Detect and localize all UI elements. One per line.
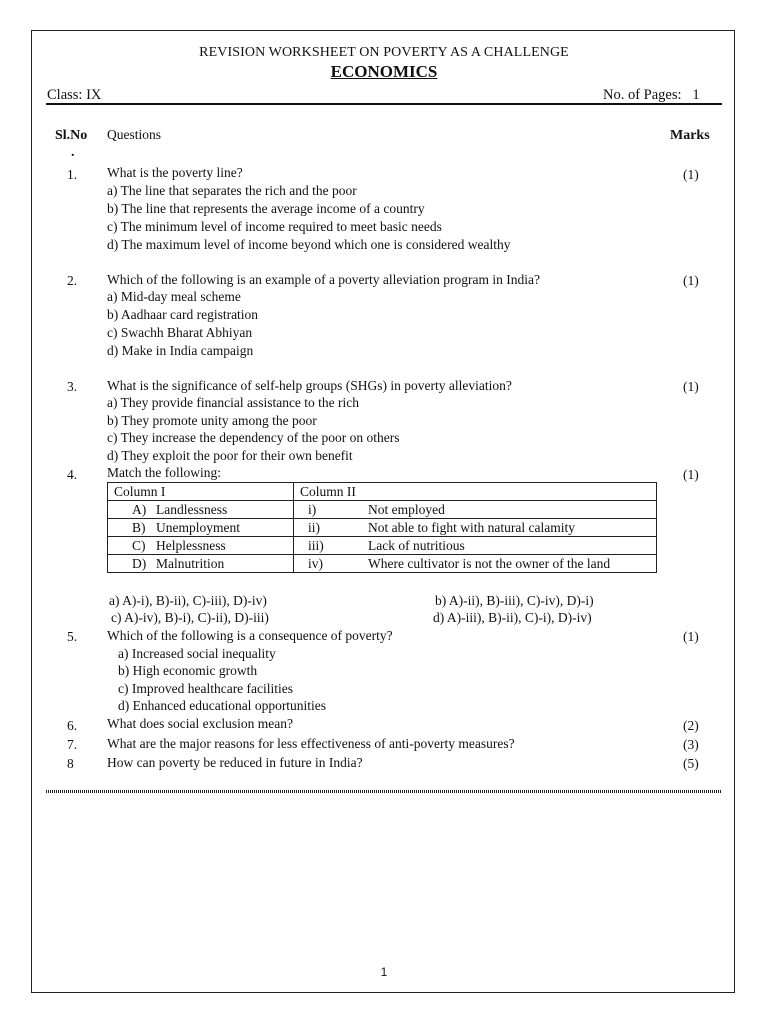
option: c) A)-iv), B)-i), C)-ii), D)-iii)	[111, 610, 269, 625]
question-number: 5.	[67, 629, 78, 644]
option: b) High economic growth	[118, 663, 258, 678]
item-text: Lack of nutritious	[368, 538, 465, 553]
item-letter: C)	[132, 538, 146, 553]
item-roman: iv)	[308, 556, 323, 571]
option: a) Mid-day meal scheme	[107, 289, 241, 304]
class-label: Class: IX	[47, 87, 102, 103]
question-marks: (1)	[683, 379, 699, 394]
item-roman: iii)	[308, 538, 324, 553]
option: d) They exploit the poor for their own benefit	[107, 448, 353, 463]
match-table-row	[108, 537, 657, 555]
option: d) The maximum level of income beyond which one is considered wealthy	[107, 237, 511, 252]
question-text: What does social exclusion mean?	[107, 716, 293, 731]
option: b) They promote unity among the poor	[107, 413, 317, 428]
match-table	[107, 482, 657, 573]
option: c) They increase the dependency of the poor on others	[107, 430, 400, 445]
question-marks: (1)	[683, 467, 699, 482]
question-marks: (1)	[683, 167, 699, 182]
item-text: Not able to fight with natural calamity	[368, 520, 575, 535]
option: a) Increased social inequality	[118, 646, 276, 661]
column-i-cell	[108, 555, 294, 573]
question-marks: (1)	[683, 629, 699, 644]
page-number: 1	[380, 965, 388, 979]
item-text: Not employed	[368, 502, 445, 517]
column-ii-cell	[294, 537, 657, 555]
match-table-header-row	[108, 483, 657, 501]
option: d) Enhanced educational opportunities	[118, 698, 327, 713]
item-text: Malnutrition	[156, 556, 225, 571]
header-divider	[46, 103, 722, 105]
pages-value: 1	[692, 87, 700, 103]
column-ii-cell	[294, 555, 657, 573]
column-header-questions: Questions	[107, 127, 161, 142]
question-text: What is the significance of self-help groups (SHGs) in poverty alleviation?	[107, 378, 512, 393]
question-marks: (1)	[683, 273, 699, 288]
column-ii-header: Column II	[294, 483, 657, 501]
column-ii-cell	[294, 501, 657, 519]
question-number: 2.	[67, 273, 78, 288]
column-i-cell	[108, 501, 294, 519]
column-header-marks: Marks	[670, 128, 710, 143]
item-roman: i)	[308, 502, 317, 517]
column-i-cell	[108, 519, 294, 537]
match-table-row	[108, 555, 657, 573]
question-text: Which of the following is an example of a poverty alleviation program in India?	[107, 272, 540, 287]
question-text: What is the poverty line?	[107, 165, 243, 180]
option: a) A)-i), B)-ii), C)-iii), D)-iv)	[109, 593, 267, 608]
column-header-sl-no-dot: .	[71, 145, 75, 160]
pages-info	[603, 87, 700, 104]
question-text: What are the major reasons for less effectiveness of anti-poverty measures?	[107, 736, 515, 751]
item-text: Helplessness	[156, 538, 226, 553]
option: c) Swachh Bharat Abhiyan	[107, 325, 253, 340]
item-letter: B)	[132, 520, 146, 535]
end-divider	[46, 790, 722, 793]
item-letter: A)	[132, 502, 147, 517]
question-marks: (2)	[683, 718, 699, 733]
question-marks: (3)	[683, 737, 699, 752]
item-roman: ii)	[308, 520, 320, 535]
question-text: Match the following:	[107, 465, 221, 480]
option: d) Make in India campaign	[107, 343, 254, 358]
item-text: Unemployment	[156, 520, 240, 535]
column-i-header: Column I	[108, 483, 294, 501]
question-number: 7.	[67, 737, 78, 752]
question-number: 4.	[67, 467, 78, 482]
subject-heading: ECONOMICS	[330, 62, 438, 81]
column-header-sl-no: Sl.No	[55, 128, 88, 143]
question-marks: (5)	[683, 756, 699, 771]
column-i-cell	[108, 537, 294, 555]
option: b) Aadhaar card registration	[107, 307, 259, 322]
option: a) They provide financial assistance to the rich	[107, 395, 360, 410]
match-table-row	[108, 519, 657, 537]
pages-label: No. of Pages:	[603, 87, 682, 103]
item-text: Where cultivator is not the owner of the land	[368, 556, 611, 571]
question-text: How can poverty be reduced in future in India?	[107, 755, 363, 770]
question-text: Which of the following is a consequence of poverty?	[107, 628, 393, 643]
question-number: 1.	[67, 167, 78, 182]
question-number: 6.	[67, 718, 78, 733]
worksheet-title: REVISION WORKSHEET ON POVERTY AS A CHALLENGE	[199, 45, 569, 60]
option: d) A)-iii), B)-ii), C)-i), D)-iv)	[433, 610, 592, 625]
option: b) A)-ii), B)-iii), C)-iv), D)-i)	[435, 593, 594, 608]
match-table-row	[108, 501, 657, 519]
item-text: Landlessness	[156, 502, 228, 517]
option: c) The minimum level of income required to meet basic needs	[107, 219, 442, 234]
option: b) The line that represents the average income of a country	[107, 201, 425, 216]
option: c) Improved healthcare facilities	[118, 681, 294, 696]
question-number: 8	[67, 756, 74, 771]
question-number: 3.	[67, 379, 78, 394]
item-letter: D)	[132, 556, 147, 571]
option: a) The line that separates the rich and the poor	[107, 183, 357, 198]
column-ii-cell	[294, 519, 657, 537]
